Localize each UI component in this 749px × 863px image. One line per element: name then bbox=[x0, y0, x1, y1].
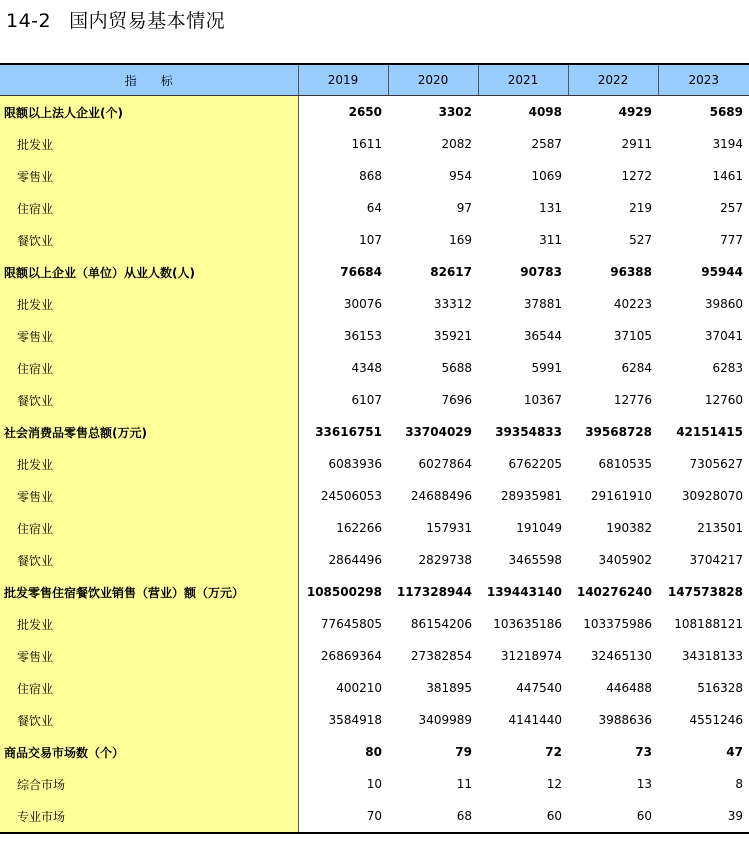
category-row bbox=[0, 576, 749, 608]
subcategory-row bbox=[0, 320, 749, 352]
value-cell: 35921 bbox=[433, 329, 472, 343]
value-cell: 10 bbox=[366, 777, 382, 791]
subcategory-row bbox=[0, 544, 749, 576]
row-label: 批发业 bbox=[0, 288, 298, 320]
row-label: 批发业 bbox=[0, 128, 298, 160]
table-title: 国内贸易基本情况 bbox=[69, 10, 226, 32]
value-cell: 13 bbox=[636, 777, 652, 791]
value-cell: 2911 bbox=[621, 137, 652, 151]
value-cell: 516328 bbox=[697, 681, 743, 695]
value-cell: 777 bbox=[720, 233, 743, 247]
value-cell: 3302 bbox=[438, 105, 472, 119]
value-cell: 34318133 bbox=[681, 649, 743, 663]
row-label: 零售业 bbox=[0, 160, 298, 192]
value-cell: 80 bbox=[365, 745, 382, 759]
value-cell: 37881 bbox=[523, 297, 562, 311]
value-cell: 70 bbox=[298, 800, 388, 833]
subcategory-row bbox=[0, 352, 749, 384]
year-header: 2021 bbox=[478, 64, 568, 96]
value-cell: 1461 bbox=[712, 169, 743, 183]
value-cell: 4141440 bbox=[508, 713, 562, 727]
value-cell: 33312 bbox=[433, 297, 472, 311]
value-cell: 6283 bbox=[712, 361, 743, 375]
value-cell: 954 bbox=[449, 169, 472, 183]
value-cell: 5689 bbox=[709, 105, 743, 119]
value-cell: 90783 bbox=[520, 265, 562, 279]
table-number: 14-2 bbox=[6, 10, 52, 32]
value-cell: 139443140 bbox=[486, 585, 562, 599]
value-cell: 95944 bbox=[701, 265, 743, 279]
row-label: 综合市场 bbox=[0, 768, 298, 800]
subcategory-row bbox=[0, 672, 749, 704]
row-label: 餐饮业 bbox=[0, 384, 298, 416]
value-cell: 157931 bbox=[426, 521, 472, 535]
row-label: 限额以上企业（单位）从业人数(人) bbox=[0, 256, 298, 288]
year-header: 2023 bbox=[658, 64, 749, 96]
value-cell: 27382854 bbox=[410, 649, 472, 663]
value-cell: 6083936 bbox=[328, 457, 382, 471]
value-cell: 4929 bbox=[618, 105, 652, 119]
value-cell: 2082 bbox=[441, 137, 472, 151]
value-cell: 39354833 bbox=[495, 425, 562, 439]
value-cell: 311 bbox=[539, 233, 562, 247]
value-cell: 117328944 bbox=[396, 585, 472, 599]
indicator-header: 指 标 bbox=[0, 64, 298, 96]
row-label: 住宿业 bbox=[0, 192, 298, 224]
value-cell: 64 bbox=[366, 201, 382, 215]
value-cell: 131 bbox=[539, 201, 562, 215]
value-cell: 257 bbox=[720, 201, 743, 215]
value-cell: 11 bbox=[456, 777, 472, 791]
header-row bbox=[0, 64, 749, 96]
row-label: 餐饮业 bbox=[0, 544, 298, 576]
value-cell: 3405902 bbox=[598, 553, 652, 567]
value-cell: 60 bbox=[478, 800, 568, 833]
value-cell: 12 bbox=[546, 777, 562, 791]
value-cell: 12760 bbox=[704, 393, 743, 407]
row-label: 餐饮业 bbox=[0, 704, 298, 736]
subcategory-row bbox=[0, 192, 749, 224]
value-cell: 219 bbox=[629, 201, 652, 215]
year-header: 2019 bbox=[298, 64, 388, 96]
value-cell: 213501 bbox=[697, 521, 743, 535]
value-cell: 82617 bbox=[430, 265, 472, 279]
value-cell: 37041 bbox=[704, 329, 743, 343]
value-cell: 39568728 bbox=[585, 425, 652, 439]
subcategory-row bbox=[0, 608, 749, 640]
value-cell: 73 bbox=[635, 745, 652, 759]
value-cell: 39 bbox=[658, 800, 749, 833]
value-cell: 4348 bbox=[351, 361, 382, 375]
value-cell: 6107 bbox=[351, 393, 382, 407]
row-label: 住宿业 bbox=[0, 352, 298, 384]
value-cell: 5688 bbox=[441, 361, 472, 375]
subcategory-row bbox=[0, 288, 749, 320]
value-cell: 96388 bbox=[610, 265, 652, 279]
value-cell: 3704217 bbox=[689, 553, 743, 567]
row-label: 餐饮业 bbox=[0, 224, 298, 256]
value-cell: 36153 bbox=[343, 329, 382, 343]
subcategory-row bbox=[0, 224, 749, 256]
value-cell: 4098 bbox=[528, 105, 562, 119]
row-label: 零售业 bbox=[0, 480, 298, 512]
value-cell: 2587 bbox=[531, 137, 562, 151]
row-label: 批发业 bbox=[0, 608, 298, 640]
value-cell: 3465598 bbox=[508, 553, 562, 567]
value-cell: 107 bbox=[359, 233, 382, 247]
value-cell: 24688496 bbox=[410, 489, 472, 503]
value-cell: 37105 bbox=[613, 329, 652, 343]
subcategory-row bbox=[0, 800, 749, 833]
value-cell: 39860 bbox=[704, 297, 743, 311]
value-cell: 103635186 bbox=[493, 617, 562, 631]
year-header: 2022 bbox=[568, 64, 658, 96]
value-cell: 162266 bbox=[336, 521, 382, 535]
subcategory-row bbox=[0, 704, 749, 736]
value-cell: 147573828 bbox=[667, 585, 743, 599]
value-cell: 77645805 bbox=[320, 617, 382, 631]
subcategory-row bbox=[0, 512, 749, 544]
row-label: 零售业 bbox=[0, 320, 298, 352]
row-label: 限额以上法人企业(个) bbox=[0, 96, 298, 129]
value-cell: 2864496 bbox=[328, 553, 382, 567]
value-cell: 7305627 bbox=[689, 457, 743, 471]
value-cell: 6284 bbox=[621, 361, 652, 375]
row-label: 专业市场 bbox=[0, 800, 298, 833]
value-cell: 527 bbox=[629, 233, 652, 247]
value-cell: 40223 bbox=[613, 297, 652, 311]
value-cell: 2650 bbox=[348, 105, 382, 119]
row-label: 零售业 bbox=[0, 640, 298, 672]
value-cell: 33704029 bbox=[405, 425, 472, 439]
value-cell: 400210 bbox=[336, 681, 382, 695]
value-cell: 36544 bbox=[523, 329, 562, 343]
value-cell: 1069 bbox=[531, 169, 562, 183]
subcategory-row bbox=[0, 384, 749, 416]
value-cell: 33616751 bbox=[315, 425, 382, 439]
value-cell: 190382 bbox=[606, 521, 652, 535]
value-cell: 60 bbox=[568, 800, 658, 833]
value-cell: 31218974 bbox=[500, 649, 562, 663]
row-label: 住宿业 bbox=[0, 672, 298, 704]
subcategory-row bbox=[0, 480, 749, 512]
value-cell: 26869364 bbox=[320, 649, 382, 663]
value-cell: 447540 bbox=[516, 681, 562, 695]
value-cell: 446488 bbox=[606, 681, 652, 695]
row-label: 批发业 bbox=[0, 448, 298, 480]
value-cell: 108500298 bbox=[306, 585, 382, 599]
subcategory-row bbox=[0, 160, 749, 192]
page-title bbox=[6, 6, 225, 33]
row-label: 社会消费品零售总额(万元) bbox=[0, 416, 298, 448]
category-row bbox=[0, 736, 749, 768]
value-cell: 2829738 bbox=[418, 553, 472, 567]
value-cell: 76684 bbox=[340, 265, 382, 279]
row-label: 商品交易市场数（个） bbox=[0, 736, 298, 768]
value-cell: 86154206 bbox=[410, 617, 472, 631]
row-label: 住宿业 bbox=[0, 512, 298, 544]
value-cell: 8 bbox=[735, 777, 743, 791]
value-cell: 3988636 bbox=[598, 713, 652, 727]
value-cell: 140276240 bbox=[576, 585, 652, 599]
value-cell: 12776 bbox=[613, 393, 652, 407]
value-cell: 32465130 bbox=[590, 649, 652, 663]
value-cell: 7696 bbox=[441, 393, 472, 407]
value-cell: 3409989 bbox=[418, 713, 472, 727]
value-cell: 3194 bbox=[712, 137, 743, 151]
value-cell: 1272 bbox=[621, 169, 652, 183]
value-cell: 79 bbox=[455, 745, 472, 759]
value-cell: 169 bbox=[449, 233, 472, 247]
value-cell: 97 bbox=[456, 201, 472, 215]
value-cell: 5991 bbox=[531, 361, 562, 375]
value-cell: 191049 bbox=[516, 521, 562, 535]
trade-statistics-table bbox=[0, 63, 749, 834]
value-cell: 47 bbox=[726, 745, 743, 759]
subcategory-row bbox=[0, 128, 749, 160]
value-cell: 381895 bbox=[426, 681, 472, 695]
value-cell: 3584918 bbox=[328, 713, 382, 727]
value-cell: 29161910 bbox=[590, 489, 652, 503]
value-cell: 10367 bbox=[523, 393, 562, 407]
subcategory-row bbox=[0, 448, 749, 480]
subcategory-row bbox=[0, 768, 749, 800]
value-cell: 1611 bbox=[351, 137, 382, 151]
subcategory-row bbox=[0, 640, 749, 672]
value-cell: 6762205 bbox=[508, 457, 562, 471]
category-row bbox=[0, 256, 749, 288]
value-cell: 30076 bbox=[343, 297, 382, 311]
value-cell: 4551246 bbox=[689, 713, 743, 727]
value-cell: 108188121 bbox=[674, 617, 743, 631]
year-header: 2020 bbox=[388, 64, 478, 96]
value-cell: 28935981 bbox=[500, 489, 562, 503]
value-cell: 103375986 bbox=[583, 617, 652, 631]
category-row bbox=[0, 96, 749, 129]
value-cell: 68 bbox=[388, 800, 478, 833]
value-cell: 42151415 bbox=[676, 425, 743, 439]
value-cell: 6027864 bbox=[418, 457, 472, 471]
category-row bbox=[0, 416, 749, 448]
value-cell: 24506053 bbox=[320, 489, 382, 503]
value-cell: 868 bbox=[359, 169, 382, 183]
value-cell: 72 bbox=[545, 745, 562, 759]
value-cell: 6810535 bbox=[598, 457, 652, 471]
row-label: 批发零售住宿餐饮业销售（营业）额（万元） bbox=[0, 576, 298, 608]
value-cell: 30928070 bbox=[681, 489, 743, 503]
